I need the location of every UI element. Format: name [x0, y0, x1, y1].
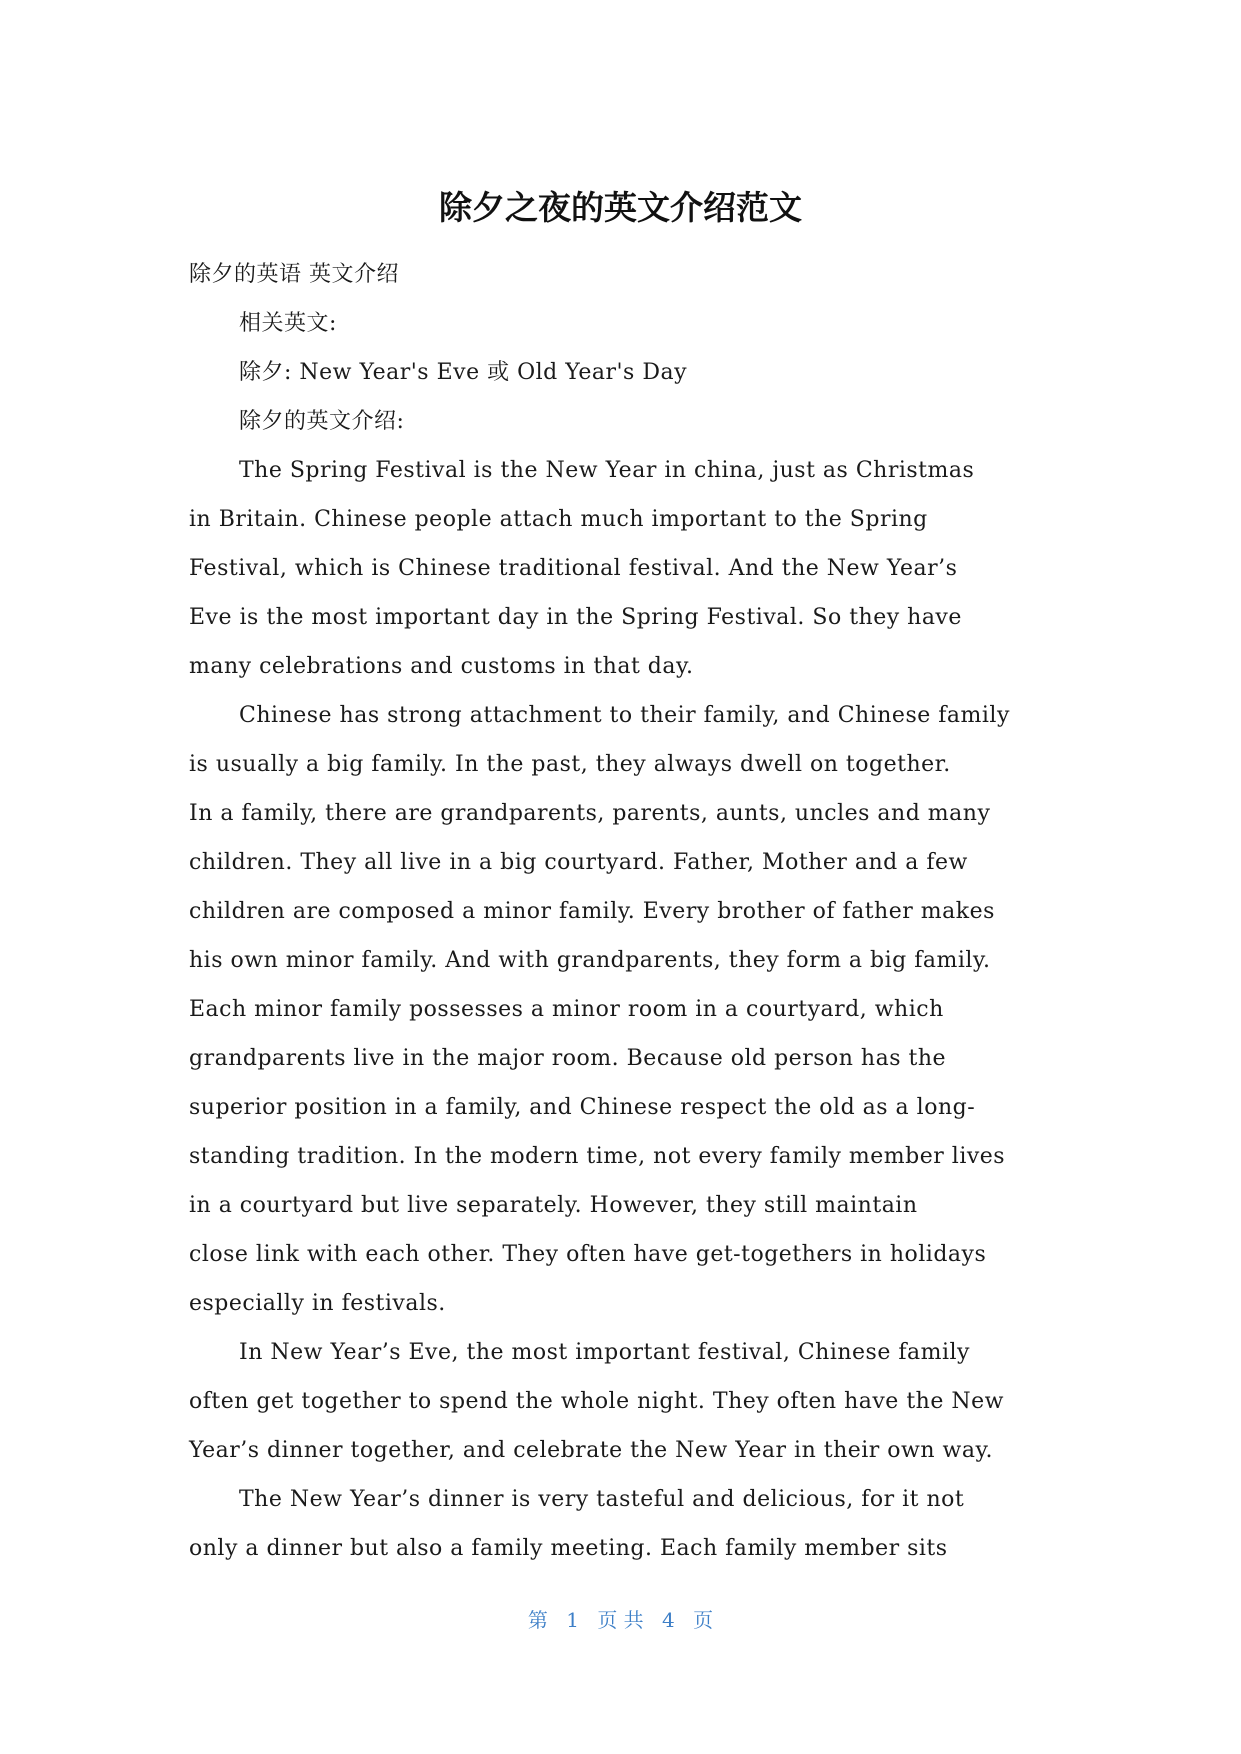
page-footer — [0, 1604, 1241, 1633]
footer-middle: 页 共 — [597, 1608, 644, 1632]
text-line: his own minor family. And with grandparents, they form a big family. — [189, 948, 991, 973]
text-line: many celebrations and customs in that day. — [189, 654, 694, 679]
text-line: 相关英文: — [239, 311, 337, 336]
paragraph-lines — [189, 299, 1055, 1573]
footer-page-number: 1 — [566, 1608, 579, 1632]
text-line: Year’s dinner together, and celebrate the New Year in their own way. — [189, 1438, 993, 1463]
footer-total-pages: 4 — [662, 1608, 675, 1632]
text-line: 除夕的英文介绍: — [239, 409, 405, 434]
text-line: The Spring Festival is the New Year in china, just as Christmas — [239, 458, 975, 483]
text-line: In a family, there are grandparents, parents, aunts, uncles and many — [189, 801, 991, 826]
text-line: Each minor family possesses a minor room in a courtyard, which — [189, 997, 944, 1022]
document-title: 除夕之夜的英文介绍范文 — [439, 188, 802, 227]
text-line: Eve is the most important day in the Spring Festival. So they have — [189, 605, 962, 630]
text-line: in a courtyard but live separately. However, they still maintain — [189, 1193, 918, 1218]
text-line: especially in festivals. — [189, 1291, 446, 1316]
text-line: often get together to spend the whole night. They often have the New — [189, 1389, 1004, 1414]
text-line: children. They all live in a big courtyard. Father, Mother and a few — [189, 850, 968, 875]
text-line: grandparents live in the major room. Because old person has the — [189, 1046, 947, 1071]
text-line: in Britain. Chinese people attach much important to the Spring — [189, 507, 928, 532]
text-line: close link with each other. They often have get-togethers in holidays — [189, 1242, 987, 1267]
text-line: The New Year’s dinner is very tasteful and delicious, for it not — [239, 1487, 965, 1512]
text-line: Festival, which is Chinese traditional festival. And the New Year’s — [189, 556, 958, 581]
text-line: 除夕: New Year's Eve 或 Old Year's Day — [239, 360, 688, 385]
text-line: children are composed a minor family. Every brother of father makes — [189, 899, 995, 924]
footer-suffix: 页 — [693, 1608, 714, 1632]
text-line: superior position in a family, and Chinese respect the old as a long- — [189, 1095, 976, 1120]
document-body — [189, 250, 1055, 1573]
text-line: In New Year’s Eve, the most important festival, Chinese family — [239, 1340, 970, 1365]
text-line: is usually a big family. In the past, they always dwell on together. — [189, 752, 951, 777]
text-line: standing tradition. In the modern time, not every family member lives — [189, 1144, 1006, 1169]
text-line: only a dinner but also a family meeting. Each family member sits — [189, 1536, 948, 1561]
footer-prefix: 第 — [527, 1608, 548, 1632]
text-line: Chinese has strong attachment to their family, and Chinese family — [239, 703, 1010, 728]
document-subtitle: 除夕的英语 英文介绍 — [189, 262, 399, 287]
